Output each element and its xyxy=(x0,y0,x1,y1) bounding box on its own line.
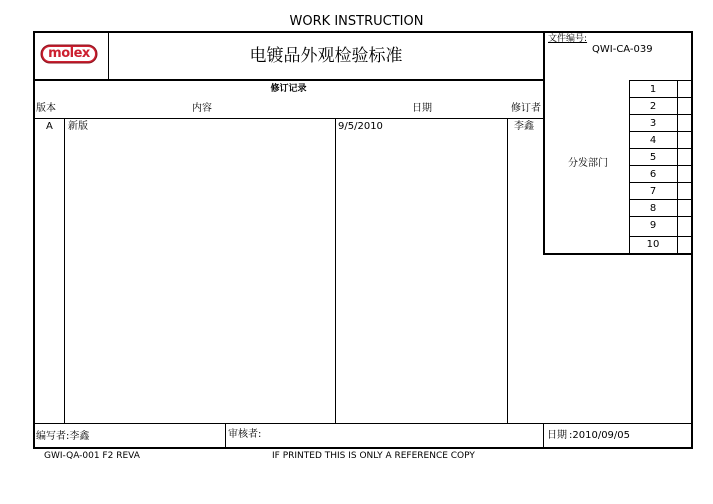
revision-date: 9/5/2010 xyxy=(338,121,383,132)
dist-number: 7 xyxy=(649,186,657,197)
dist-row-line xyxy=(629,80,693,81)
dist-row-line xyxy=(629,182,693,183)
dist-number: 5 xyxy=(649,152,657,163)
molex-logo xyxy=(40,39,98,69)
revision-col-line-1 xyxy=(64,118,65,423)
dist-row-line xyxy=(629,114,693,115)
dist-row-line xyxy=(629,131,693,132)
writer-field: 编写者:李鑫 xyxy=(36,431,90,442)
revision-content: 新版 xyxy=(68,121,88,132)
page-title: WORK INSTRUCTION xyxy=(289,14,424,29)
doc-number: QWI-CA-039 xyxy=(592,44,653,55)
footer-divider xyxy=(33,423,693,424)
dist-row-line xyxy=(629,236,693,237)
column-header-version: 版本 xyxy=(36,103,56,114)
revision-header-divider xyxy=(33,118,544,119)
dist-row-line xyxy=(629,216,693,217)
revision-reviser: 李鑫 xyxy=(514,121,534,132)
dist-row-line xyxy=(629,199,693,200)
revision-version: A xyxy=(46,121,53,132)
revision-section-title: 修订记录 xyxy=(270,84,307,94)
revision-col-line-2 xyxy=(335,118,336,423)
reference-copy-notice: IF PRINTED THIS IS ONLY A REFERENCE COPY xyxy=(272,451,475,461)
dist-number: 4 xyxy=(649,135,657,146)
column-header-date: 日期 xyxy=(412,103,432,114)
date-label: 日期 xyxy=(547,430,567,441)
dist-number: 1 xyxy=(649,84,657,95)
footer-col-line-2 xyxy=(543,423,544,449)
distribution-label: 分发部门 xyxy=(568,158,608,169)
dist-number: 10 xyxy=(646,239,660,250)
column-header-reviser: 修订者 xyxy=(511,103,541,114)
date-value: :2010/09/05 xyxy=(569,430,631,441)
dist-number: 8 xyxy=(649,203,657,214)
dist-number: 3 xyxy=(649,118,657,129)
dist-row-line xyxy=(629,165,693,166)
document-title: 电镀品外观检验标准 xyxy=(249,46,403,66)
doc-number-label: 文件编号: xyxy=(548,34,588,44)
logo-text: molex xyxy=(48,46,90,61)
dist-number: 9 xyxy=(649,220,657,231)
dist-row-line xyxy=(629,97,693,98)
distribution-bottom xyxy=(543,253,693,255)
distribution-col-line-2 xyxy=(677,80,678,253)
header-divider xyxy=(33,79,544,81)
dist-number: 6 xyxy=(649,169,657,180)
footer-col-line-1 xyxy=(225,423,226,449)
right-column-divider xyxy=(543,31,545,253)
dist-number: 2 xyxy=(649,101,657,112)
reviewer-field: 审核者: xyxy=(228,429,262,440)
dist-row-line xyxy=(629,148,693,149)
column-header-content: 内容 xyxy=(192,103,212,114)
revision-col-line-3 xyxy=(507,118,508,423)
form-number: GWI-QA-001 F2 REVA xyxy=(44,451,140,461)
